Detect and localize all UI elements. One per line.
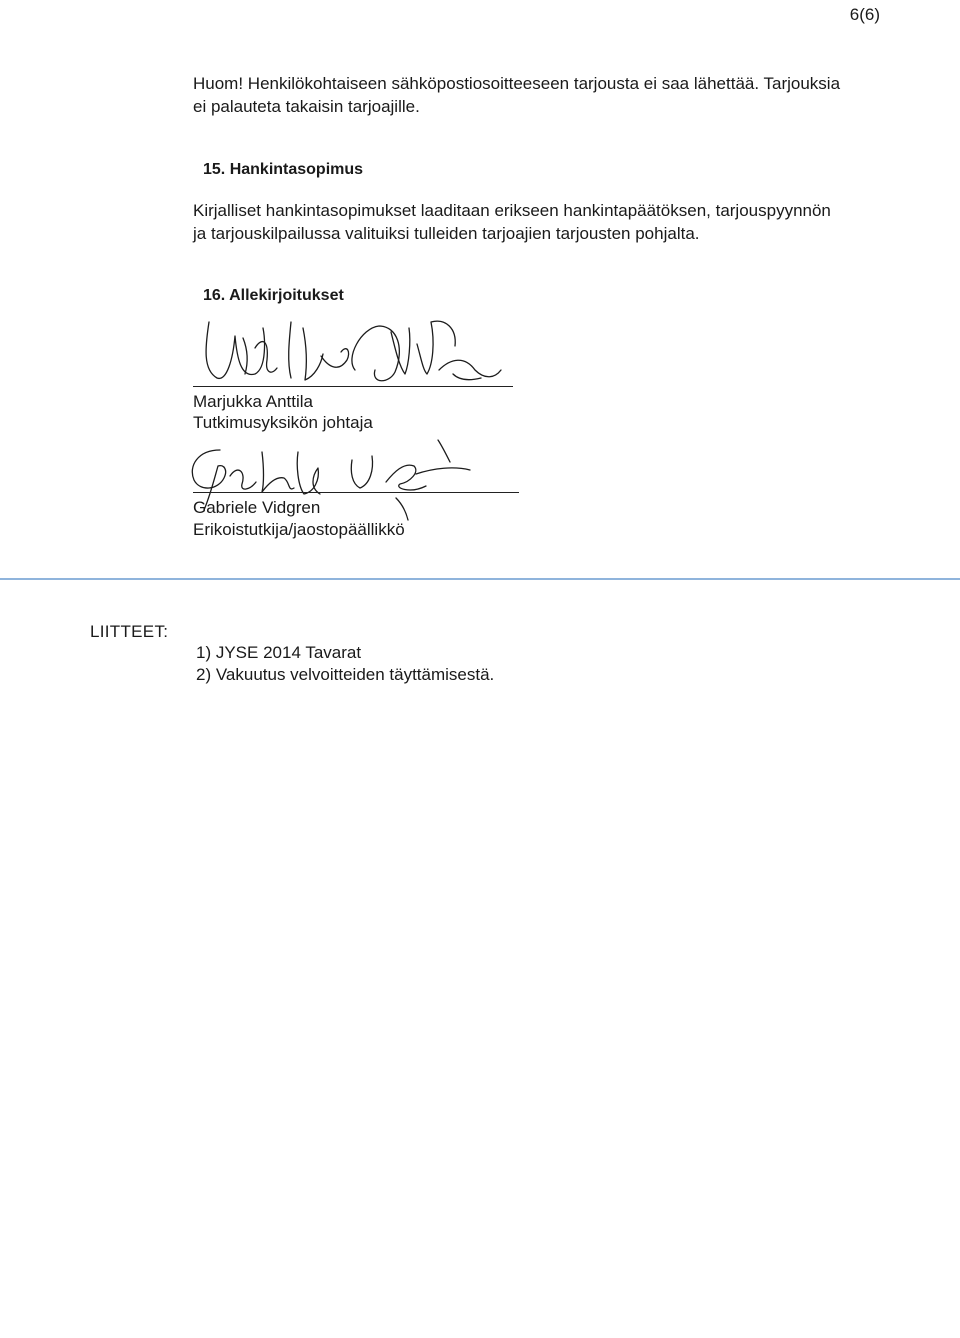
signature-1-line bbox=[193, 386, 513, 387]
signer-2-title: Erikoistutkija/jaostopäällikkö bbox=[193, 520, 405, 539]
attachment-item-2: 2) Vakuutus velvoitteiden täyttämisestä. bbox=[196, 665, 495, 684]
attachment-item-1: 1) JYSE 2014 Tavarat bbox=[196, 643, 362, 662]
page-number: 6(6) bbox=[849, 5, 880, 24]
section-15-line-2: ja tarjouskilpailussa valituiksi tulleiden tarjoajien tarjousten pohjalta. bbox=[193, 224, 700, 243]
signature-1-image bbox=[195, 308, 515, 392]
section-15-heading: 15. Hankintasopimus bbox=[203, 161, 364, 178]
notice-line-2: ei palauteta takaisin tarjoajille. bbox=[193, 97, 420, 116]
signature-2-line bbox=[193, 492, 519, 493]
signer-1-title: Tutkimusyksikön johtaja bbox=[193, 413, 373, 432]
notice-line-1: Huom! Henkilökohtaiseen sähköpostiosoitteeseen tarjousta ei saa lähettää. Tarjouksia bbox=[193, 74, 841, 93]
section-15-line-1: Kirjalliset hankintasopimukset laaditaan erikseen hankintapäätöksen, tarjouspyynnön bbox=[193, 201, 831, 220]
attachments-label: LIITTEET: bbox=[90, 622, 169, 641]
section-16-heading: 16. Allekirjoitukset bbox=[203, 287, 344, 304]
signer-2-name: Gabriele Vidgren bbox=[193, 498, 321, 517]
signer-1-name: Marjukka Anttila bbox=[193, 392, 313, 411]
page-divider bbox=[0, 578, 960, 580]
